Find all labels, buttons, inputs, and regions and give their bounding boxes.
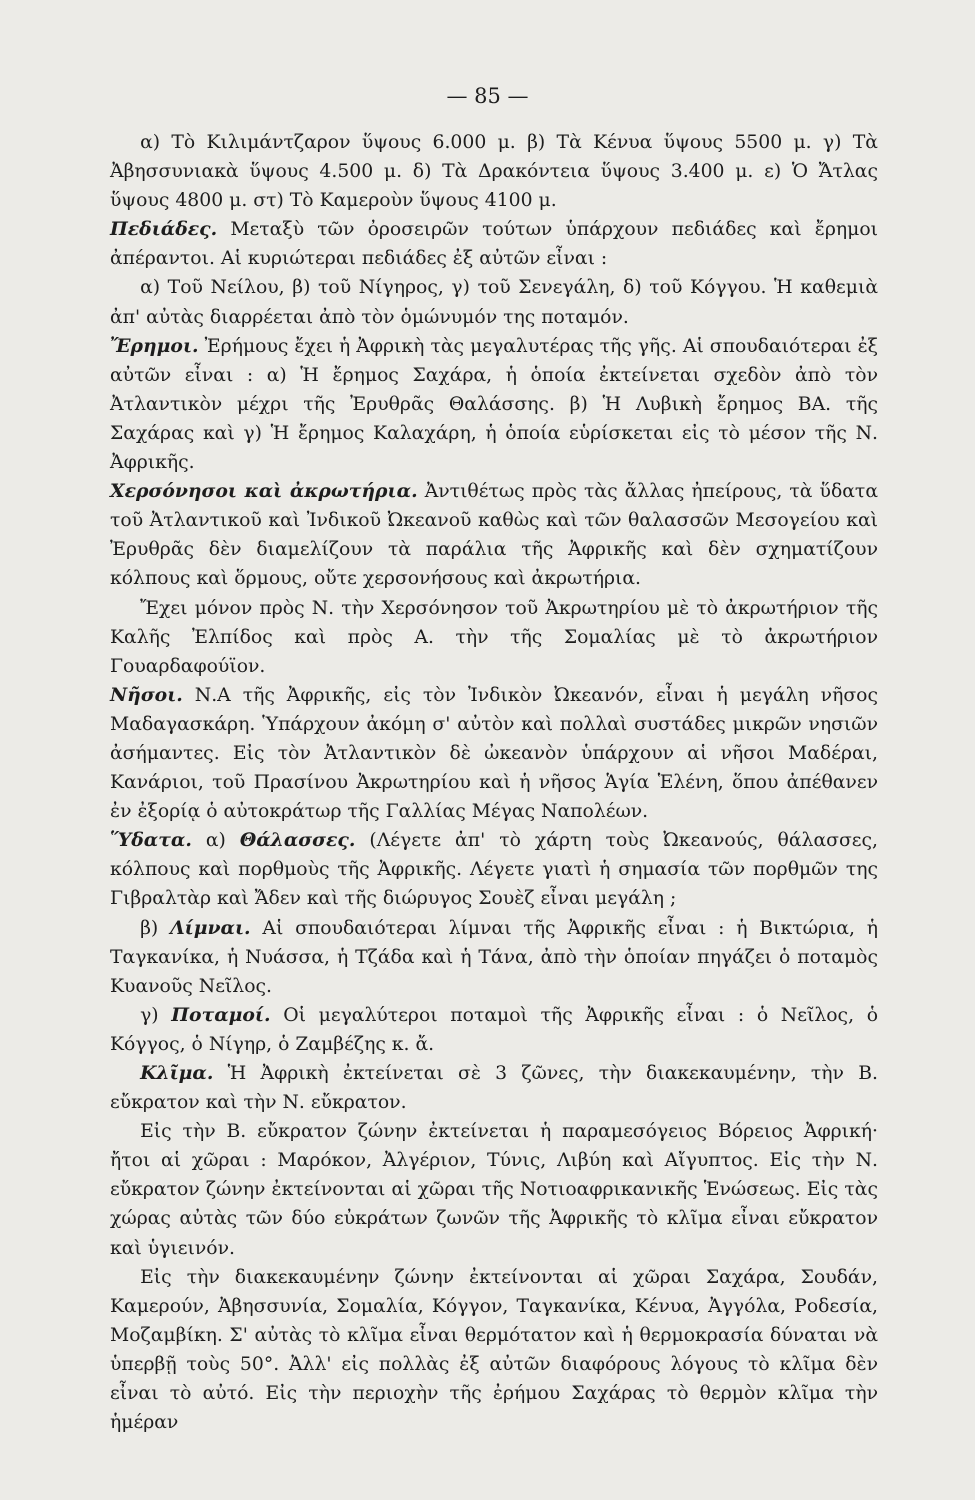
- paragraph-climate-text: Ἡ Ἀφρικὴ ἐκτείνεται σὲ 3 ζῶνες, τὴν διακεκαυμένην, τὴν Β. εὔκρατον καὶ τὴν Ν. εὔκρατον.: [110, 1063, 878, 1114]
- paragraph-deserts-text: Ἐρήμους ἔχει ἡ Ἀφρικὴ τὰς μεγαλυτέρας τῆς γῆς. Αἱ σπουδαιότεραι ἐξ αὐτῶν εἶναι : α) Ἡ ἔρημος Σαχάρα, ἡ ὁποία ἐκτείνεται σχεδὸν ἀπὸ τὸν Ἀτλαντικὸν μέχρι τῆς Ἐρυθρᾶς Θαλάσσης. β) Ἡ Λυβικὴ ἔρημος ΒΑ. τῆς Σαχάρας καὶ γ) Ἡ ἔρημος Καλαχάρη, ἡ ὁποία εὑρίσκεται εἰς τὸ μέσον τῆς Ν. Ἀφρικῆς.: [110, 335, 878, 474]
- paragraph-waters: [110, 826, 878, 913]
- paragraph-plains: [110, 215, 878, 273]
- paragraph-islands-text: Ν.Α τῆς Ἀφρικῆς, εἰς τὸν Ἰνδικὸν Ὠκεανόν, εἶναι ἡ μεγάλη νῆσος Μαδαγασκάρη. Ὑπάρχουν ἀκόμη σ' αὐτὸν καὶ πολλαὶ συστάδες μικρῶν νησιῶν ἀσήμαντες. Εἰς τὸν Ἀτλαντικὸν δὲ ὠκεανὸν ὑπάρχουν αἱ νῆσοι Μαδέραι, Κανάριοι, τοῦ Πρασίνου Ἀκρωτηρίου καὶ ἡ νῆσος Ἁγία Ἑλένη, ὅπου ἀπέθανεν ἐν ἐξορίᾳ ὁ αὐτοκράτωρ τῆς Γαλλίας Μέγας Ναπολέων.: [110, 684, 878, 823]
- paragraph-peninsulas: [110, 477, 878, 593]
- paragraph-peninsulas-text: Ἀντιθέτως πρὸς τὰς ἄλλας ἠπείρους, τὰ ὕδατα τοῦ Ἀτλαντικοῦ καὶ Ἰνδικοῦ Ὠκεανοῦ καθὼς καὶ τῶν θαλασσῶν Μεσογείου καὶ Ἐρυθρᾶς δὲν διαμελίζουν τὰ παράλια τῆς Ἀφρικῆς καὶ δὲν σχηματίζουν κόλπους καὶ ὅρμους, οὔτε χερσονήσους καὶ ἀκρωτήρια.: [110, 481, 879, 590]
- paragraph-rivers-marker: γ): [140, 1004, 172, 1026]
- body-text: [110, 128, 878, 1437]
- paragraph-deserts: [110, 332, 878, 477]
- heading-peninsulas: Χερσόνησοι καὶ ἀκρωτήρια.: [110, 480, 418, 503]
- paragraph-plains-list: α) Τοῦ Νείλου, β) τοῦ Νίγηρος, γ) τοῦ Σενεγάλη, δ) τοῦ Κόγγου. Ἡ καθεμιὰ ἀπ' αὐτὰς διαρρέεται ἀπὸ τὸν ὁμώνυμόν της ποταμόν.: [110, 277, 878, 328]
- paragraph-torrid-zone: Εἰς τὴν διακεκαυμένην ζώνην ἐκτείνονται αἱ χῶραι Σαχάρα, Σουδάν, Καμερούν, Ἀβησσυνία, Σομαλία, Κόγγον, Ταγκανίκα, Κένυα, Ἀγγόλα, Ροδεσία, Μοζαμβίκη. Σ' αὐτὰς τὸ κλῖμα εἶναι θερμότατον καὶ ἡ θερμοκρασία δύναται νὰ ὑπερβῇ τοὺς 50°. Ἀλλ' εἰς πολλὰς ἐξ αὐτῶν διαφόρους λόγους τὸ κλῖμα δὲν εἶναι τὸ αὐτό. Εἰς τὴν περιοχὴν τῆς ἐρήμου Σαχάρας τὸ θερμὸν κλῖμα τὴν ἡμέραν: [110, 1266, 878, 1434]
- heading-rivers: Ποταμοί.: [171, 1003, 271, 1026]
- heading-plains: Πεδιάδες.: [110, 218, 218, 241]
- paragraph-rivers-text: Οἱ μεγαλύτεροι ποταμοὶ τῆς Ἀφρικῆς εἶναι : ὁ Νεῖλος, ὁ Κόγγος, ὁ Νίγηρ, ὁ Ζαμβέζης κ. ἄ.: [110, 1004, 878, 1055]
- paragraph-climate: [110, 1059, 878, 1117]
- heading-waters: Ὕδατα.: [110, 829, 192, 852]
- paragraph-mountains: α) Τὸ Κιλιμάντζαρον ὕψους 6.000 μ. β) Τὰ Κένυα ὕψους 5500 μ. γ) Τὰ Ἀβησσυνιακὰ ὕψους 4.500 μ. δ) Τὰ Δρακόντεια ὕψους 3.400 μ. ε) Ὁ Ἄτλας ὕψους 4800 μ. στ) Τὸ Καμεροὺν ὕψους 4100 μ.: [110, 132, 878, 212]
- heading-climate: Κλῖμα.: [140, 1062, 214, 1084]
- paragraph-rivers: [110, 1001, 878, 1059]
- heading-islands: Νῆσοι.: [110, 683, 183, 706]
- paragraph-lakes: [110, 914, 878, 1001]
- paragraph-islands: [110, 681, 878, 826]
- page-number: — 85 —: [446, 84, 529, 108]
- paragraph-plains-text: Μεταξὺ τῶν ὀροσειρῶν τούτων ὑπάρχουν πεδιάδες καὶ ἔρημοι ἀπέραντοι. Αἱ κυριώτεραι πεδιάδες ἐξ αὐτῶν εἶναι :: [110, 219, 878, 270]
- heading-deserts: Ἔρημοι.: [110, 334, 199, 357]
- heading-seas: Θάλασσες.: [239, 829, 356, 852]
- paragraph-waters-text: (Λέγετε ἀπ' τὸ χάρτη τοὺς Ὠκεανούς, θάλασσες, κόλπους καὶ πορθμοὺς τῆς Ἀφρικῆς. Λέγετε γιατὶ ἡ σημασία τῶν πορθμῶν της Γιβραλτὰρ καὶ Ἄδεν καὶ τῆς διώρυγος Σουὲζ εἶναι μεγάλη ;: [110, 830, 878, 910]
- heading-lakes: Λίμναι.: [170, 916, 251, 939]
- paragraph-capes: Ἔχει μόνον πρὸς Ν. τὴν Χερσόνησον τοῦ Ἀκρωτηρίου μὲ τὸ ἀκρωτήριον τῆς Καλῆς Ἐλπίδος καὶ πρὸς Α. τὴν τῆς Σομαλίας μὲ τὸ ἀκρωτήριον Γουαρδαφούϊον.: [110, 597, 878, 677]
- paragraph-waters-marker: α): [191, 830, 240, 852]
- paragraph-lakes-marker: β): [140, 917, 171, 939]
- paragraph-temperate-zone: Εἰς τὴν Β. εὔκρατον ζώνην ἐκτείνεται ἡ παραμεσόγειος Βόρειος Ἀφρική· ἤτοι αἱ χῶραι : Μαρόκον, Ἀλγέριον, Τύνις, Λιβύη καὶ Αἴγυπτος. Εἰς τὴν Ν. εὔκρατον ζώνην ἐκτείνονται αἱ χῶραι τῆς Νοτιοαφρικανικῆς Ἑνώσεως. Εἰς τὰς χώρας αὐτὰς τῶν δύο εὐκράτων ζωνῶν τῆς Ἀφρικῆς τὸ κλῖμα εἶναι εὔκρατον καὶ ὑγιεινόν.: [110, 1121, 878, 1259]
- paragraph-lakes-text: Αἱ σπουδαιότεραι λίμναι τῆς Ἀφρικῆς εἶναι : ἡ Βικτώρια, ἡ Ταγκανίκα, ἡ Νυάσσα, ἡ Τζάδα καὶ ἡ Τάνα, ἀπὸ τὴν ὁποίαν πηγάζει ὁ ποταμὸς Κυανοῦς Νεῖλος.: [110, 917, 879, 997]
